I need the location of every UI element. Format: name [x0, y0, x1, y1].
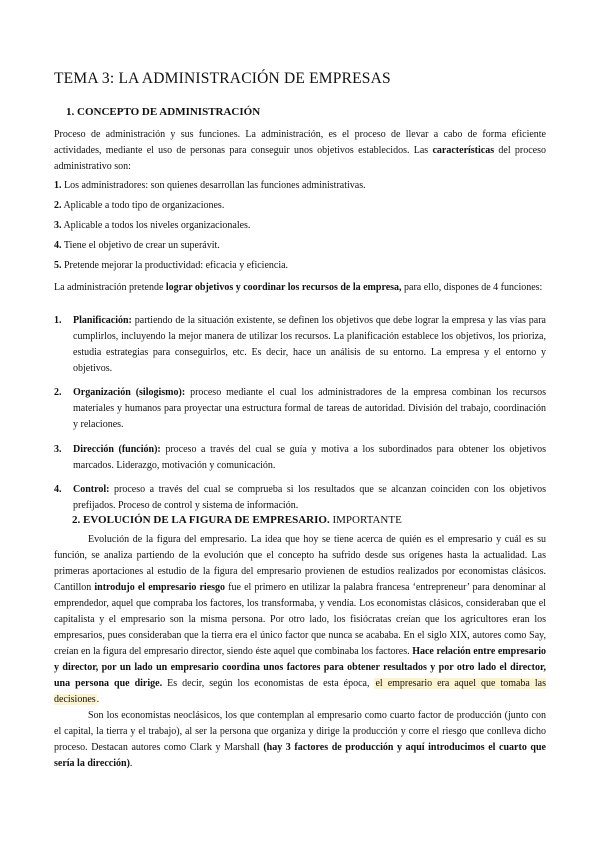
function-item: [54, 313, 546, 377]
characteristic-number: 5.: [54, 260, 62, 271]
document-title: TEMA 3: LA ADMINISTRACIÓN DE EMPRESAS: [54, 70, 391, 87]
characteristic-item: [54, 238, 546, 254]
function-text: proceso a través del cual se comprueba si los resultados que se alcanzan coinciden con los objetivos prefijados. Proceso de control y sistema de información.: [73, 484, 546, 511]
paragraph-text: Es decir, según los economistas de esta época,: [162, 678, 375, 689]
paragraph-text: Son los economistas neoclásicos, los que contemplan al empresario como cuarto factor de producción (junto con el capital, la tierra y el trabajo), al ser la persona que organiza y dirige la producción y corre el riesgo que conlleva dicho proceso. Destacan autores como Clark y Marshall: [54, 710, 546, 753]
intro-bold: características: [432, 145, 495, 156]
paragraph-text: .: [96, 694, 100, 705]
section-2-heading-text: 2. EVOLUCIÓN DE LA FIGURA DE EMPRESARIO.: [72, 514, 330, 526]
functions-intro-end: para ello, dispones de 4 funciones:: [401, 282, 543, 293]
functions-intro-text: La administración pretende: [54, 282, 166, 293]
characteristic-text: Pretende mejorar la productividad: eficacia y eficiencia.: [61, 260, 289, 271]
function-number: 4.: [54, 484, 62, 495]
characteristic-text: Tiene el objetivo de crear un superávit.: [61, 240, 220, 251]
important-tag: IMPORTANTE: [329, 514, 402, 526]
characteristic-item: [54, 198, 546, 214]
intro-end: del proceso administrativo son:: [54, 145, 546, 172]
function-number: 1.: [54, 315, 62, 326]
functions-list: [54, 313, 546, 514]
function-number: 3.: [54, 444, 62, 455]
section-2-heading: [72, 514, 402, 526]
characteristic-text: Aplicable a todos los niveles organizacionales.: [61, 220, 251, 231]
function-text: proceso mediante el cual los administradores de la empresa combinan los recursos materiales y humanos para proyectar una estructura formal de tareas de autoridad. División del trabajo, coordinación y relaciones.: [73, 387, 546, 430]
function-term: Organización (silogismo):: [73, 387, 186, 398]
function-text: proceso a través del cual se guía y motiva a los subordinados para obtener los objetivos marcados. Liderazgo, motivación y comunicación.: [73, 444, 546, 471]
intro-text: Proceso de administración y sus funciones. La administración, es el proceso de llevar a cabo de forma eficiente actividades, mediante el uso de personas para conseguir unos objetivos establecidos. Las: [54, 129, 546, 156]
function-term: Dirección (función):: [73, 444, 161, 455]
section-1-intro: [54, 127, 546, 175]
function-number: 2.: [54, 387, 62, 398]
function-item: [54, 482, 546, 514]
function-item: [54, 385, 546, 433]
paragraph-text: fue el primero en utilizar la palabra francesa ‘entrepreneur’ para denominar al emprendedor, aquel que compraba los factores, los transformaba, y vendía. Los economistas clásicos, consideraban que el capitalista y el empresario son la misma persona. Por otro lado, los fisiócratas creían que los agricultores eran los empresarios, pues consideraban que la tierra era el único factor que nunca se acababa. En el siglo XIX, autores como Say, creían en la figura del empresario director, siendo éste aquel que combinaba los factores.: [54, 582, 546, 657]
characteristic-number: 3.: [54, 220, 62, 231]
paragraph-text: .: [129, 758, 133, 769]
characteristic-text: Los administradores: son quienes desarrollan las funciones administrativas.: [61, 180, 366, 191]
characteristic-item: [54, 258, 546, 274]
function-text: partiendo de la situación existente, se definen los objetivos que debe lograr la empresa y las vías para cumplirlos, incluyendo la mejor manera de utilizar los recursos. La planificación establece los objetivos, los prioriza, estudia estrategias para conseguirlos, etc. Es decir, hace un análisis de su entorno. La empresa y el entorno y objetivos.: [73, 315, 546, 374]
highlighted-text: el empresario era aquel que tomaba las decisiones: [54, 678, 546, 705]
paragraph-bold: (hay 3 factores de producción y aquí introducimos el cuarto que sería la dirección): [54, 742, 546, 769]
function-term: Control:: [73, 484, 110, 495]
paragraph-text: Evolución de la figura del empresario. La idea que hoy se tiene acerca de quién es el empresario y cuál es su función, se analiza partiendo de la evolución que el concepto ha sufrido desde sus orígenes hasta la actualidad. Las primeras aportaciones al estudio de la figura del empresario provienen de estudios realizados por economistas clásicos. Cantillon: [54, 534, 546, 593]
characteristic-text: Aplicable a todo tipo de organizaciones.: [61, 200, 225, 211]
function-term: Planificación:: [73, 315, 132, 326]
characteristic-item: [54, 178, 546, 194]
section-2-paragraph-1: [54, 532, 546, 708]
characteristic-number: 4.: [54, 240, 62, 251]
functions-intro-bold: lograr objetivos y coordinar los recursos de la empresa,: [165, 282, 402, 293]
function-item: [54, 442, 546, 474]
functions-intro: [54, 280, 546, 296]
characteristic-number: 1.: [54, 180, 62, 191]
characteristic-number: 2.: [54, 200, 62, 211]
section-2-paragraph-2: [54, 708, 546, 772]
paragraph-bold: Hace relación entre empresario y director, por un lado un empresario coordina unos factores para obtener resultados y por otro lado el director, una persona que dirige.: [54, 646, 546, 689]
characteristic-item: [54, 218, 546, 234]
paragraph-bold: introdujo el empresario riesgo: [94, 582, 226, 593]
section-1-heading: 1. CONCEPTO DE ADMINISTRACIÓN: [66, 106, 261, 118]
